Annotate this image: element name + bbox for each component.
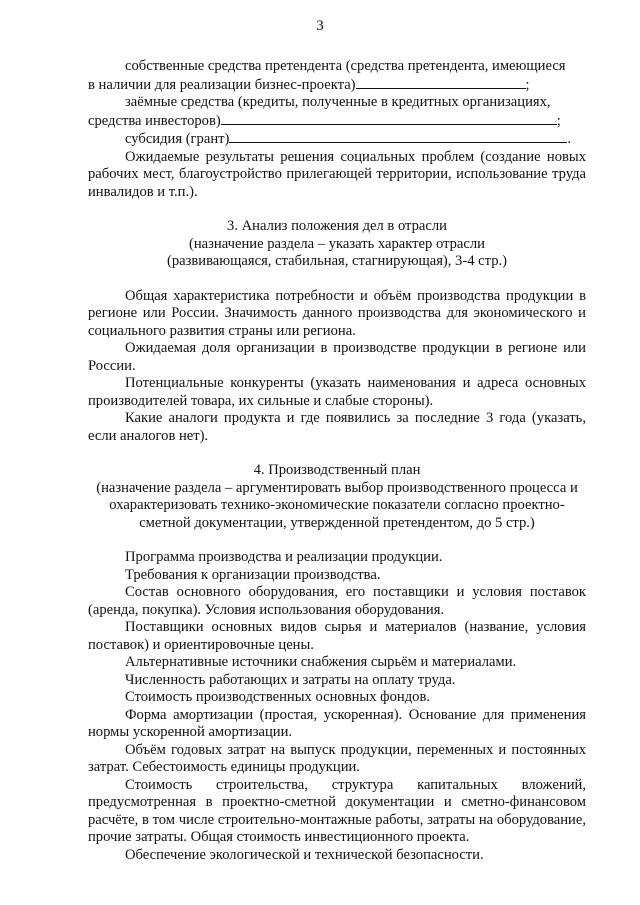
borrowed-funds-line1: заёмные средства (кредиты, полученные в кредитных организациях, xyxy=(125,94,551,110)
section4-subheading-2: охарактеризовать технико-экономические показатели согласно проектно- xyxy=(109,497,565,513)
section4-subheading-3: сметной документации, утвержденной претендентом, до 5 стр.) xyxy=(139,514,535,531)
spacer xyxy=(88,532,586,549)
page-content xyxy=(88,58,586,864)
own-funds-blank xyxy=(356,76,526,89)
expected-results: Ожидаемые результаты решения социальных проблем (создание новых рабочих мест, благоустройство прилегающей территории, использование труда инвалидов и т.п.). xyxy=(88,148,586,200)
section3-paragraph: Какие аналоги продукта и где появились за последние 3 года (указать, если аналогов нет). xyxy=(88,410,586,444)
borrowed-funds-line2 xyxy=(88,112,586,131)
section4-subheading-1: (назначение раздела – аргументировать выбор производственного процесса и xyxy=(96,479,578,496)
page-number: 3 xyxy=(316,18,324,34)
section4-paragraph: Объём годовых затрат на выпуск продукции, переменных и постоянных затрат. Себестоимость единицы продукции. xyxy=(88,741,586,775)
subsidy-end: . xyxy=(567,131,572,147)
section4-paragraph: Форма амортизации (простая, ускоренная). Основание для применения нормы ускоренной амортизации. xyxy=(88,706,586,740)
spacer xyxy=(88,201,586,218)
section3-paragraph: Ожидаемая доля организации в производстве продукции в регионе или России. xyxy=(88,340,586,374)
section3-paragraph: Потенциальные конкуренты (указать наименования и адреса основных производителей товара, их сильные и слабые стороны). xyxy=(88,375,586,409)
own-funds-label: в наличии для реализации бизнес-проекта) xyxy=(88,76,356,93)
borrowed-funds-end: ; xyxy=(556,112,561,129)
subsidy-line xyxy=(88,130,586,149)
section4-heading: 4. Производственный план xyxy=(253,462,421,478)
section4-paragraph: Стоимость строительства, структура капитальных вложений, предусмотренная в проектно-сметной документации и сметно-финансовом расчёте, в том числе строительно-монтажные работы, затраты на оборудование, прочие затраты. Общая стоимость инвестиционного проекта. xyxy=(88,776,586,845)
spacer xyxy=(88,271,586,288)
section3-paragraph: Общая характеристика потребности и объём производства продукции в регионе или России. Значимость данного производства для экономического и социального развития страны или региона. xyxy=(88,287,586,339)
section4-paragraph: Состав основного оборудования, его поставщики и условия поставок (аренда, покупка). Условия использования оборудования. xyxy=(88,584,586,618)
section4-paragraph: Программа производства и реализации продукции. xyxy=(125,549,443,565)
section4-paragraph: Альтернативные источники снабжения сырьём и материалами. xyxy=(125,654,517,670)
own-funds-line1: собственные средства претендента (средства претендента, имеющиеся xyxy=(125,58,566,74)
own-funds-line2 xyxy=(88,76,586,95)
section3-heading: 3. Анализ положения дел в отрасли xyxy=(227,218,447,234)
section4-paragraph: Требования к организации производства. xyxy=(125,566,381,583)
section3-subheading-1: (назначение раздела – указать характер отрасли xyxy=(189,235,485,252)
own-funds-end: ; xyxy=(525,76,530,93)
section4-paragraph: Стоимость производственных основных фондов. xyxy=(125,689,430,705)
section4-paragraph: Численность работающих и затраты на оплату труда. xyxy=(125,671,456,688)
section4-paragraph: Обеспечение экологической и технической безопасности. xyxy=(125,846,484,863)
section4-paragraph: Поставщики основных видов сырья и материалов (название, условия поставок) и ориентировочные цены. xyxy=(88,619,586,653)
borrowed-funds-label: средства инвесторов) xyxy=(88,112,221,129)
spacer xyxy=(88,445,586,462)
borrowed-funds-blank xyxy=(221,112,557,125)
section3-subheading-2: (развивающаяся, стабильная, стагнирующая), 3-4 стр.) xyxy=(166,253,508,269)
subsidy-blank xyxy=(229,130,567,143)
subsidy-label: субсидия (грант) xyxy=(125,131,230,147)
